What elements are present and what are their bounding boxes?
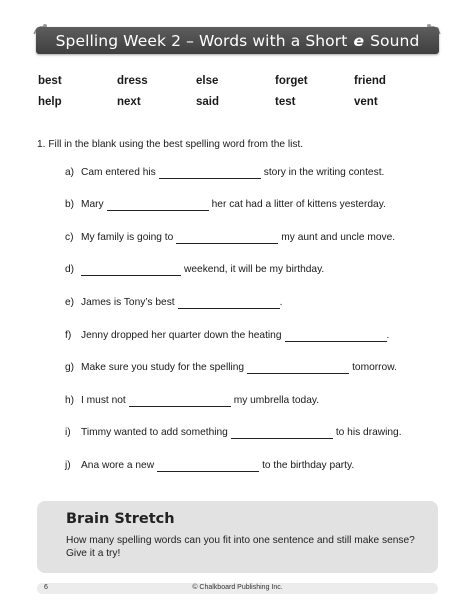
page-title-text-end: Sound: [370, 31, 420, 50]
spelling-word: vent: [354, 96, 378, 108]
question-text-before: I must not: [81, 395, 126, 406]
question-item: [65, 167, 384, 179]
answer-blank[interactable]: [107, 201, 209, 211]
question-item: [65, 297, 282, 309]
question-letter: b): [65, 199, 75, 210]
answer-blank[interactable]: [178, 299, 280, 309]
spelling-word: help: [38, 96, 62, 108]
question-text-before: Mary: [81, 199, 104, 210]
question-item: [65, 330, 389, 342]
question-text-after: .: [386, 330, 390, 341]
answer-blank[interactable]: [129, 397, 231, 407]
spelling-word: dress: [117, 75, 148, 87]
answer-blank[interactable]: [176, 234, 278, 244]
spelling-word: test: [275, 96, 296, 108]
question-text-after: story in the writing contest.: [263, 167, 385, 178]
question-letter: h): [65, 395, 75, 406]
brain-stretch-title: Brain Stretch: [66, 511, 175, 527]
copyright-text: © Chalkboard Publishing Inc.: [192, 584, 283, 591]
question-text-after: tomorrow.: [352, 362, 397, 373]
question-text-before: Cam entered his: [81, 167, 156, 178]
question-text-after: weekend, it will be my birthday.: [184, 264, 325, 275]
question-letter: g): [65, 362, 75, 373]
brain-stretch-text: How many spelling words can you fit into one sentence and still make sense? Give it a try!: [66, 535, 415, 559]
spelling-word: best: [38, 75, 62, 87]
answer-blank[interactable]: [231, 429, 333, 439]
question-letter: c): [65, 232, 74, 243]
question-text-after: .: [279, 297, 283, 308]
spelling-word: said: [196, 96, 220, 108]
spelling-word: else: [196, 75, 219, 87]
question-letter: f): [65, 330, 72, 341]
question-text-before: Jenny dropped her quarter down the heating: [81, 330, 282, 341]
question-text-before: My family is going to: [81, 232, 174, 243]
answer-blank[interactable]: [157, 462, 259, 472]
page-title-text: Spelling Week 2 – Words with a Short: [55, 31, 348, 50]
question-letter: d): [65, 264, 75, 275]
spelling-word: forget: [275, 75, 308, 87]
spelling-word: friend: [354, 75, 386, 87]
question-item: [65, 460, 354, 472]
answer-blank[interactable]: [247, 364, 349, 374]
question-text-after: my aunt and uncle move.: [281, 232, 396, 243]
answer-blank[interactable]: [285, 332, 387, 342]
question-text-after: to his drawing.: [335, 427, 402, 438]
question-text-after: her cat had a litter of kittens yesterday.: [211, 199, 386, 210]
answer-blank[interactable]: [159, 169, 261, 179]
question-item: [65, 395, 319, 407]
answer-blank[interactable]: [81, 266, 181, 276]
question-item: [65, 264, 324, 276]
brain-stretch-box: [37, 501, 438, 573]
question-item: [65, 362, 397, 374]
question-text-before: James is Tony’s best: [81, 297, 175, 308]
page-number: 6: [44, 584, 48, 591]
question-item: [65, 199, 386, 211]
question-text-after: my umbrella today.: [233, 395, 320, 406]
title-banner: [36, 27, 439, 54]
question-letter: i): [65, 427, 71, 438]
spelling-word-list: [38, 75, 438, 108]
spelling-word: next: [117, 96, 141, 108]
question-letter: a): [65, 167, 75, 178]
question-text-before: Timmy wanted to add something: [81, 427, 228, 438]
question-text-before: Ana wore a new: [81, 460, 155, 471]
question-item: [65, 427, 402, 439]
page-footer: [37, 583, 438, 594]
question-letter: j): [65, 460, 71, 471]
question-text-after: to the birthday party.: [262, 460, 355, 471]
page-title-highlight-letter: e: [353, 31, 365, 50]
question-letter: e): [65, 297, 75, 308]
question-item: [65, 232, 395, 244]
page-title: [56, 32, 420, 50]
exercise-instruction: 1. Fill in the blank using the best spelling word from the list.: [37, 139, 304, 150]
question-text-before: Make sure you study for the spelling: [81, 362, 245, 373]
